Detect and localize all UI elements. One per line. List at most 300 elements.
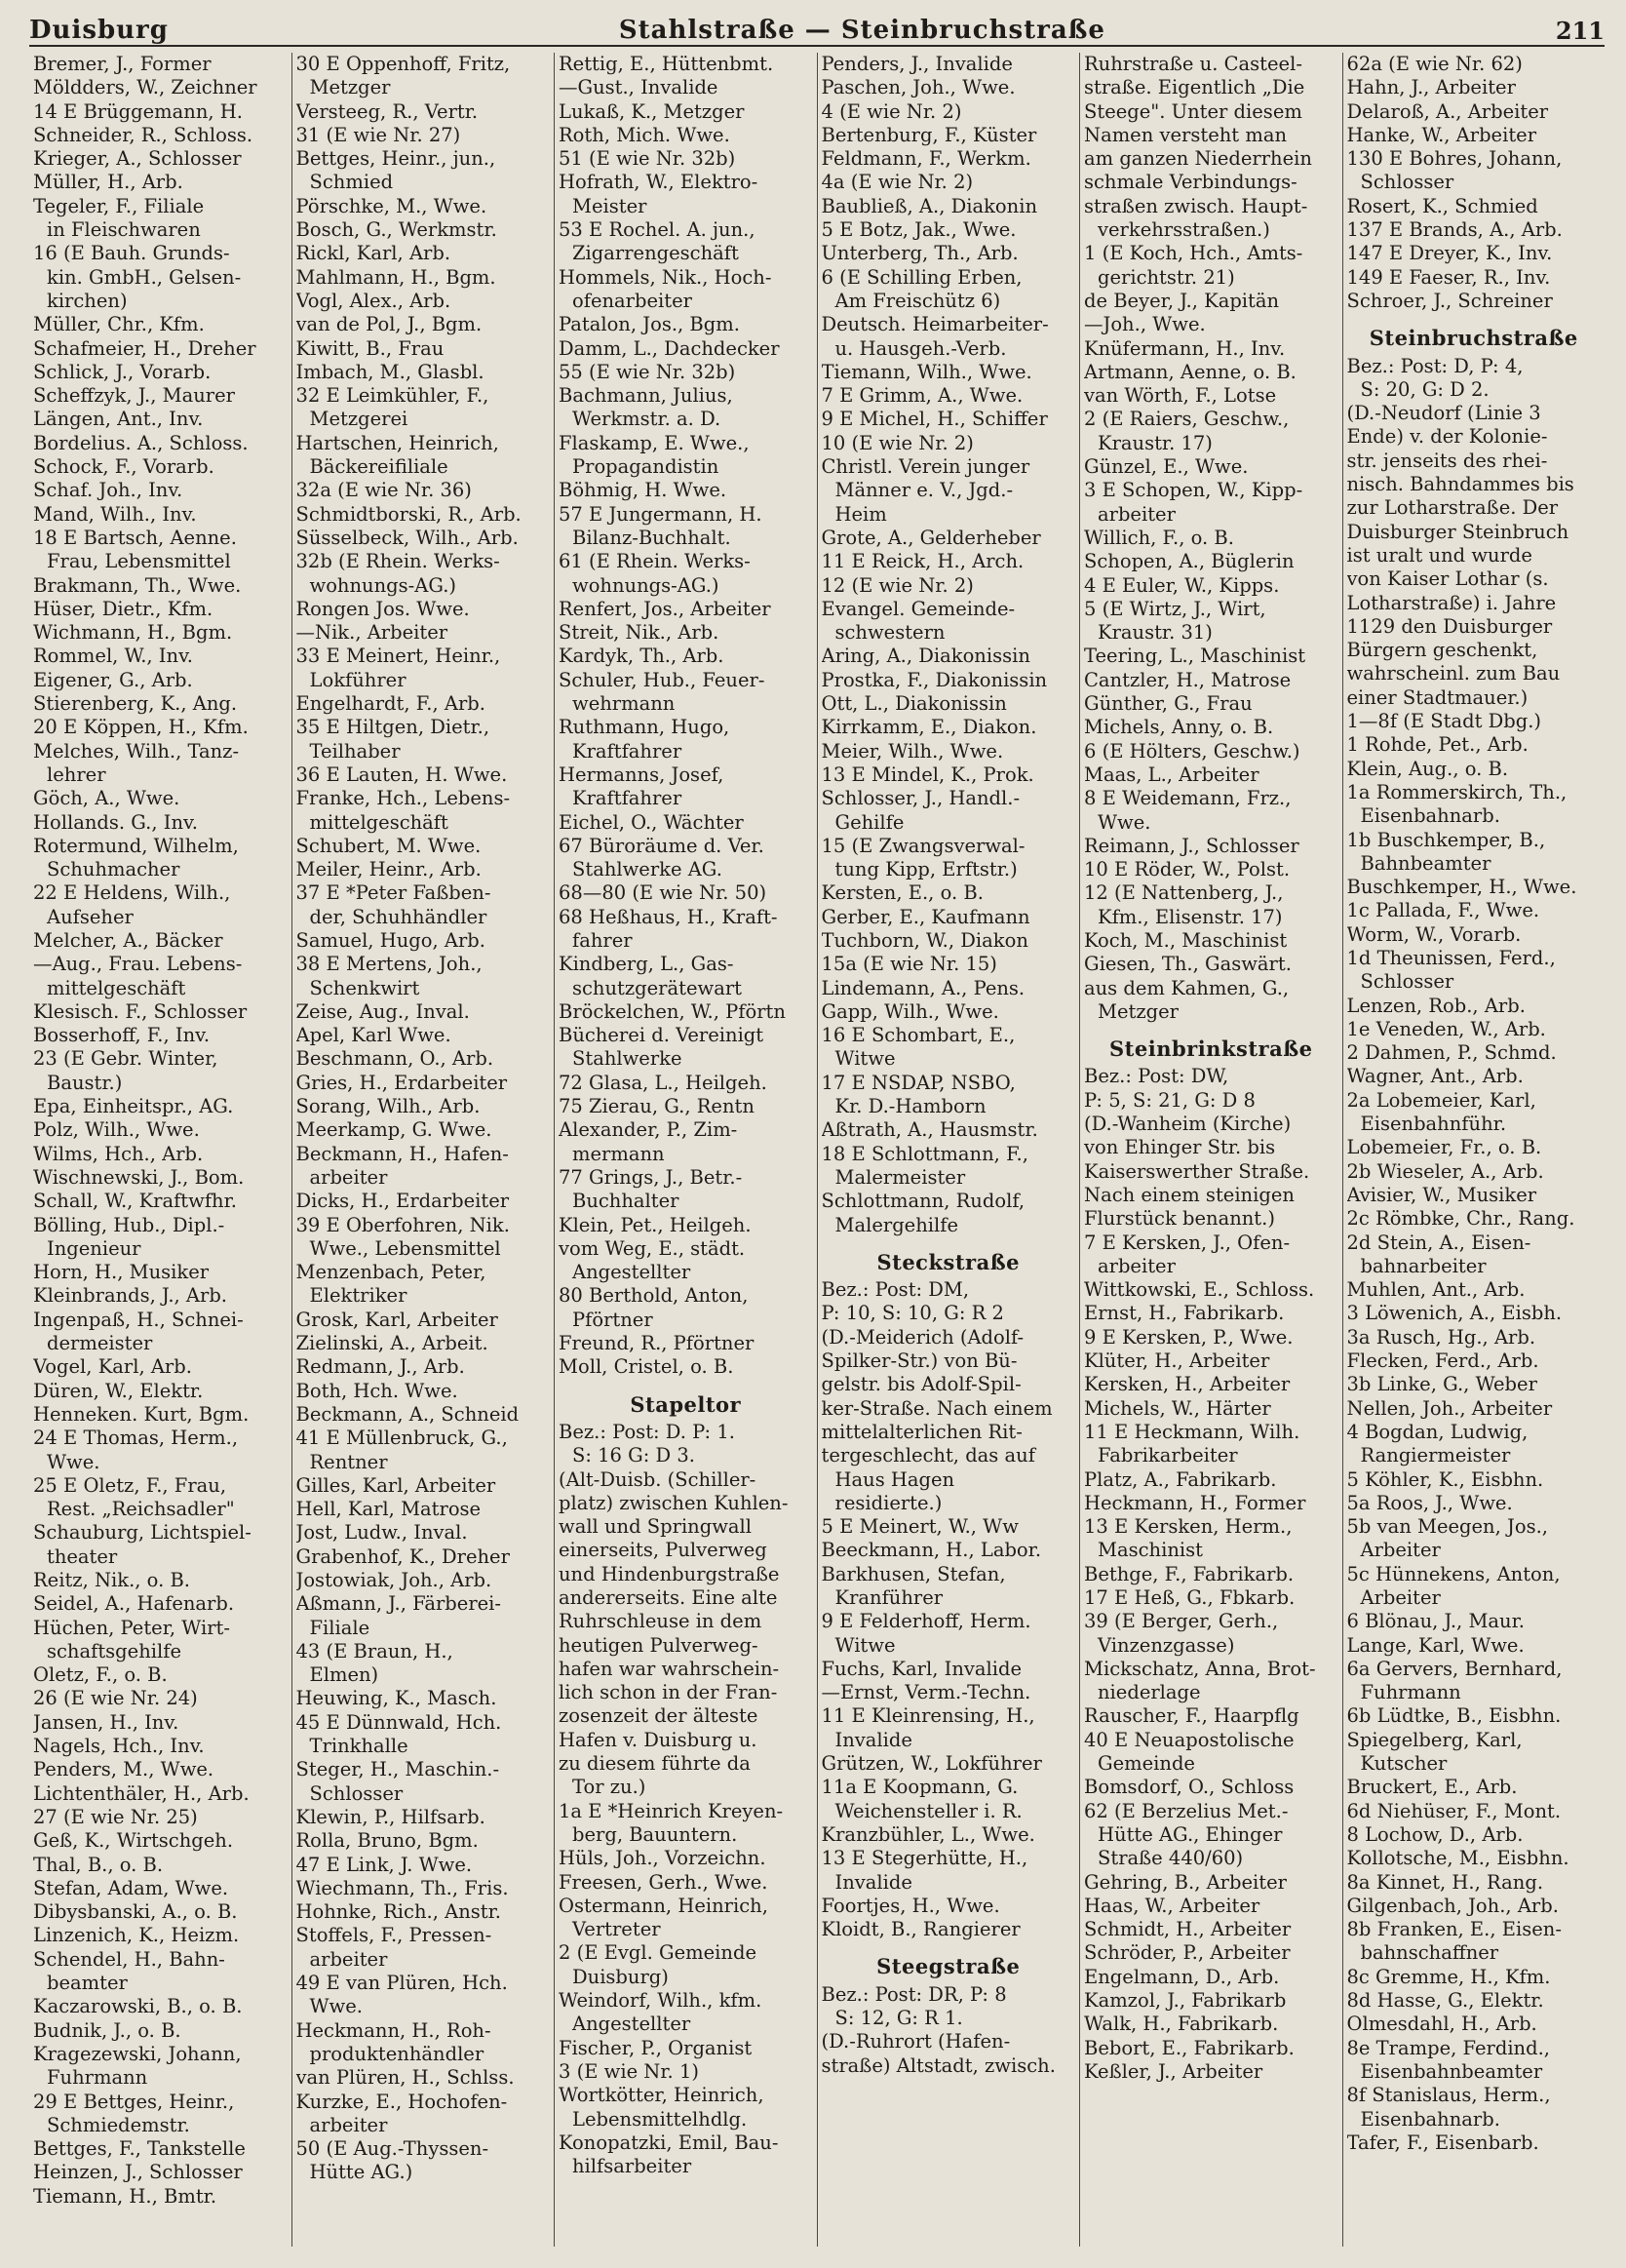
directory-entry: Schneider, R., Schloss. [33, 123, 253, 146]
directory-entry: niederlage [1098, 1681, 1201, 1704]
directory-entry: Namen versteht man [1084, 123, 1288, 146]
directory-entry: straßen zwisch. Haupt- [1084, 194, 1308, 217]
directory-entry: Bosserhoff, F., Inv. [33, 1024, 211, 1047]
directory-entry: zur Lotharstraße. Der [1346, 496, 1559, 520]
directory-entry: arbeiter [309, 1165, 388, 1189]
directory-entry: Ostermann, Heinrich, [559, 1894, 768, 1917]
directory-entry: 6 Blönau, J., Maur. [1346, 1610, 1525, 1633]
directory-entry: Rettig, E., Hüttenbmt. [559, 53, 774, 75]
directory-entry: 57 E Jungermann, H. [559, 502, 762, 526]
directory-entry: residierte.) [834, 1491, 943, 1514]
directory-entry: 8 E Weidemann, Frz., [1084, 787, 1292, 810]
directory-entry: Alexander, P., Zim- [559, 1118, 738, 1142]
directory-entry: Bordelius. A., Schloss. [33, 431, 249, 454]
directory-entry: verkehrsstraßen.) [1098, 218, 1270, 242]
directory-entry: berg, Bauuntern. [572, 1822, 738, 1846]
directory-entry: Haus Hagen [834, 1467, 955, 1491]
directory-entry: Steege". Unter diesem [1084, 99, 1302, 123]
directory-entry: Beckmann, H., Hafen- [295, 1142, 509, 1165]
directory-entry: schutzgerätewart [572, 976, 742, 999]
directory-entry: Melcher, A., Bäcker [33, 928, 223, 952]
directory-entry: aus dem Kahmen, G., [1084, 976, 1290, 999]
directory-entry: Unterberg, Th., Arb. [821, 242, 1019, 265]
directory-entry: Müller, H., Arb. [33, 171, 183, 194]
directory-entry: 26 (E wie Nr. 24) [33, 1687, 198, 1710]
directory-entry: Bröckelchen, W., Pförtn [559, 999, 786, 1023]
directory-entry: Kaiserswerther Straße. [1084, 1159, 1310, 1183]
directory-entry: 1129 den Duisburger [1346, 614, 1553, 638]
directory-entry: mittelgeschäft [309, 810, 448, 834]
directory-entry: Bez.: Post: D, P: 4, [1346, 354, 1524, 377]
directory-entry: Zigarrengeschäft [572, 242, 739, 265]
directory-entry: Stierenberg, K., Ang. [33, 692, 238, 716]
directory-entry: theater [47, 1545, 118, 1568]
directory-entry: Böhmig, H. Wwe. [559, 479, 727, 502]
directory-entry: Hartschen, Heinrich, [295, 431, 499, 454]
directory-entry: Bettges, F., Tankstelle [33, 2137, 246, 2161]
directory-entry: str. jenseits des rhei- [1346, 449, 1548, 472]
directory-entry: Teering, L., Maschinist [1084, 645, 1306, 668]
directory-entry: Hütte AG., Ehinger [1098, 1822, 1283, 1846]
directory-entry: Thal, B., o. B. [33, 1853, 164, 1876]
directory-entry: Dicks, H., Erdarbeiter [295, 1190, 510, 1213]
directory-entry: 62a (E wie Nr. 62) [1346, 53, 1523, 75]
directory-entry: Frau, Lebensmittel [47, 550, 231, 573]
directory-entry: Längen, Ant., Inv. [33, 408, 204, 431]
directory-entry: —Gust., Invalide [559, 76, 718, 99]
directory-entry: 11a E Koopmann, G. [821, 1776, 1019, 1799]
directory-entry: 50 (E Aug.-Thyssen- [295, 2137, 489, 2161]
directory-entry: Gehilfe [834, 810, 905, 834]
directory-entry: Kr. D.-Hamborn [834, 1095, 987, 1118]
directory-entry: Ingenieur [47, 1236, 141, 1260]
directory-entry: arbeiter [1098, 1254, 1176, 1277]
directory-entry: Hanke, W., Arbeiter [1346, 123, 1537, 146]
directory-entry: Hüls, Joh., Vorzeichn. [559, 1847, 766, 1870]
directory-entry: Schenkwirt [309, 976, 420, 999]
directory-entry: 13 E Kersken, Herm., [1084, 1515, 1293, 1539]
directory-entry: lehrer [47, 763, 106, 786]
directory-entry: Gerber, E., Kaufmann [821, 905, 1030, 928]
directory-entry: nisch. Bahndammes bis [1346, 473, 1574, 496]
directory-entry: Rosert, K., Schmied [1346, 194, 1538, 217]
directory-entry: 5 Köhler, K., Eisbhn. [1346, 1467, 1544, 1491]
directory-entry: Stahlwerke [572, 1047, 682, 1071]
directory-entry: 14 E Brüggemann, H. [33, 99, 243, 123]
directory-entry: Kraustr. 31) [1098, 621, 1213, 645]
directory-entry: Gilgenbach, Joh., Arb. [1346, 1894, 1559, 1917]
directory-entry: zosenzeit der älteste [559, 1704, 758, 1728]
directory-entry: Hermanns, Josef, [559, 763, 724, 786]
directory-entry: Witwe [834, 1047, 896, 1071]
directory-entry: produktenhändler [309, 2042, 484, 2065]
column-3 [555, 53, 818, 2247]
directory-entry: Menzenbach, Peter, [295, 1261, 486, 1284]
directory-entry: Wwe. [309, 1995, 363, 2018]
directory-entry: wohnungs-AG.) [572, 573, 719, 597]
directory-entry: tergeschlecht, das auf [821, 1444, 1035, 1467]
page-title: Stahlstraße — Steinbruchstraße [618, 16, 1105, 45]
directory-entry: Melches, Wilh., Tanz- [33, 739, 240, 763]
directory-entry: 18 E Schlottmann, F., [821, 1142, 1028, 1165]
directory-entry: Horn, H., Musiker [33, 1261, 210, 1284]
directory-entry: Müller, Chr., Kfm. [33, 313, 205, 336]
directory-entry: Flecken, Ferd., Arb. [1346, 1349, 1539, 1373]
directory-entry: 15a (E wie Nr. 15) [821, 953, 997, 976]
directory-entry: 12 (E wie Nr. 2) [821, 573, 974, 597]
directory-entry: Jostowiak, Joh., Arb. [295, 1569, 492, 1591]
directory-entry: 4 E Euler, W., Kipps. [1084, 573, 1280, 597]
directory-entry: Knüfermann, H., Inv. [1084, 336, 1286, 360]
directory-entry: mermann [572, 1142, 665, 1165]
directory-entry: 31 (E wie Nr. 27) [295, 123, 461, 146]
page-number: 211 [1555, 17, 1605, 45]
directory-entry: Arbeiter [1360, 1539, 1441, 1562]
directory-entry: Kollotsche, M., Eisbhn. [1346, 1847, 1569, 1870]
directory-entry: Schall, W., Kraftwfhr. [33, 1190, 237, 1213]
directory-entry: 3a Rusch, Hg., Arb. [1346, 1325, 1536, 1349]
directory-entry: Weichensteller i. R. [834, 1799, 1023, 1822]
directory-entry: Hahn, J., Arbeiter [1346, 76, 1516, 99]
directory-entry: Ruhrschleuse in dem [559, 1610, 762, 1633]
directory-entry: Franke, Hch., Lebens- [295, 787, 511, 810]
directory-entry: Arbeiter [1360, 1586, 1441, 1609]
directory-entry: Rolla, Bruno, Bgm. [295, 1829, 479, 1853]
directory-entry: Patalon, Jos., Bgm. [559, 313, 740, 336]
directory-entry: Prostka, F., Diakonissin [821, 668, 1048, 691]
directory-entry: 3 E Schopen, W., Kipp- [1084, 479, 1303, 502]
directory-entry: 20 E Köppen, H., Kfm. [33, 716, 249, 739]
directory-entry: Düren, W., Elektr. [33, 1379, 204, 1402]
directory-entry: Budnik, J., o. B. [33, 2018, 181, 2042]
directory-entry: 43 (E Braun, H., [295, 1639, 453, 1662]
directory-entry: Kraftfahrer [572, 787, 682, 810]
directory-entry: in Fleischwaren [47, 218, 201, 242]
directory-entry: 72 Glasa, L., Heilgeh. [559, 1071, 767, 1094]
directory-entry: Heckmann, H., Former [1084, 1491, 1306, 1514]
directory-entry: Rangiermeister [1360, 1444, 1511, 1467]
directory-entry: 40 E Neuapostolische [1084, 1728, 1295, 1751]
directory-entry: Barkhusen, Stefan, [821, 1562, 1006, 1585]
directory-entry: Eisenbahnarb. [1360, 2107, 1500, 2131]
directory-entry: Heuwing, K., Masch. [295, 1687, 497, 1710]
directory-entry: 49 E van Plüren, Hch. [295, 1972, 508, 1995]
directory-entry: platz) zwischen Kuhlen- [559, 1491, 789, 1514]
directory-entry: kin. GmbH., Gelsen- [47, 265, 242, 289]
directory-entry: 67 Büroräume d. Ver. [559, 834, 764, 857]
directory-entry: 4 Bogdan, Ludwig, [1346, 1420, 1529, 1443]
directory-entry: Aßmann, J., Färberei- [295, 1592, 502, 1616]
directory-entry: Wiechmann, Th., Fris. [295, 1876, 509, 1899]
directory-entry: Klewin, P., Hilfsarb. [295, 1805, 485, 1828]
directory-entry: Wwe., Lebensmittel [309, 1236, 501, 1260]
directory-entry: Cantzler, H., Matrose [1084, 668, 1292, 691]
directory-entry: Angestellter [572, 2013, 691, 2036]
directory-entry: Göch, A., Wwe. [33, 787, 180, 810]
directory-entry: P: 5, S: 21, G: D 8 [1084, 1088, 1256, 1112]
directory-entry: Bez.: Post: DW, [1084, 1065, 1229, 1088]
directory-entry: Heinzen, J., Schlosser [33, 2161, 243, 2184]
directory-entry: Scheffzyk, J., Maurer [33, 384, 235, 408]
directory-entry: 6 (E Hölters, Geschw.) [1084, 739, 1300, 763]
directory-entry: Metzger [309, 76, 391, 99]
directory-entry: Kamzol, J., Fabrikarb [1084, 1989, 1287, 2013]
directory-entry: Nach einem steinigen [1084, 1183, 1295, 1206]
directory-entry: Beckmann, A., Schneid [295, 1402, 520, 1426]
directory-entry: schmale Verbindungs- [1084, 171, 1297, 194]
directory-entry: 27 (E wie Nr. 25) [33, 1805, 198, 1828]
directory-entry: Kersken, H., Arbeiter [1084, 1373, 1291, 1396]
directory-entry: Epa, Einheitspr., AG. [33, 1095, 234, 1118]
directory-entry: 8f Stanislaus, Herm., [1346, 2084, 1551, 2107]
directory-entry: Vertreter [572, 1918, 661, 1941]
directory-entry: Steger, H., Maschin.- [295, 1758, 500, 1781]
directory-entry: Polz, Wilh., Wwe. [33, 1118, 200, 1142]
directory-entry: 149 E Faeser, R., Inv. [1346, 265, 1551, 289]
directory-entry: Both, Hch. Wwe. [295, 1379, 458, 1402]
directory-entry: 130 E Bohres, Johann, [1346, 147, 1563, 171]
directory-entry: 5 (E Wirtz, J., Wirt, [1084, 597, 1266, 620]
directory-entry: andererseits. Eine alte [559, 1586, 778, 1609]
directory-entry: —Ernst, Verm.-Techn. [821, 1681, 1031, 1704]
directory-entry: schwestern [834, 621, 946, 645]
directory-entry: 39 E Oberfohren, Nik. [295, 1213, 510, 1236]
directory-entry: (D.-Wanheim (Kirche) [1084, 1113, 1292, 1136]
directory-entry: Meier, Wilh., Wwe. [821, 739, 1004, 763]
directory-entry: Ernst, H., Fabrikarb. [1084, 1302, 1285, 1325]
directory-entry: 68 Heßhaus, H., Kraft- [559, 905, 778, 928]
directory-entry: Hofrath, W., Elektro- [559, 171, 758, 194]
directory-entry: Am Freischütz 6) [834, 289, 1001, 312]
directory-entry: 3b Linke, G., Weber [1346, 1373, 1537, 1396]
directory-entry: Möldders, W., Zeichner [33, 76, 257, 99]
directory-entry: Wischnewski, J., Bom. [33, 1165, 245, 1189]
directory-entry: Walk, H., Fabrikarb. [1084, 2013, 1279, 2036]
directory-entry: Vinzenzgasse) [1098, 1633, 1235, 1657]
directory-entry: Schock, F., Vorarb. [33, 455, 214, 479]
directory-entry: Schendel, H., Bahn- [33, 1947, 225, 1971]
directory-entry: de Beyer, J., Kapitän [1084, 289, 1280, 312]
directory-entry: Renfert, Jos., Arbeiter [559, 597, 771, 620]
directory-entry: van Plüren, H., Schlss. [295, 2066, 515, 2090]
directory-entry: Bilanz-Buchhalt. [572, 526, 731, 549]
directory-entry: Schauburg, Lichtspiel- [33, 1521, 252, 1545]
directory-entry: 5c Hünnekens, Anton, [1346, 1562, 1561, 1585]
directory-entry: Platz, A., Fabrikarb. [1084, 1467, 1277, 1491]
directory-entry: Schlottmann, Rudolf, [821, 1190, 1026, 1213]
directory-entry: wehrmann [572, 692, 676, 716]
directory-entry: 8d Hasse, G., Elektr. [1346, 1989, 1544, 2013]
directory-entry: 32a (E wie Nr. 36) [295, 479, 472, 502]
directory-entry: Malergehilfe [834, 1213, 959, 1236]
directory-entry: 1—8f (E Stadt Dbg.) [1346, 710, 1542, 733]
directory-entry: Bölling, Hub., Dipl.- [33, 1213, 225, 1236]
directory-entry: wall und Springwall [559, 1515, 753, 1539]
directory-entry: 9 E Kersken, P., Wwe. [1084, 1325, 1294, 1349]
directory-entry: am ganzen Niederrhein [1084, 147, 1312, 171]
directory-entry: Buschkemper, H., Wwe. [1346, 876, 1577, 899]
directory-entry: Maschinist [1098, 1539, 1203, 1562]
directory-entry: Deutsch. Heimarbeiter- [821, 313, 1049, 336]
directory-entry: mittelgeschäft [47, 976, 186, 999]
directory-entry: Willich, F., o. B. [1084, 526, 1234, 549]
directory-entry: Hommels, Nik., Hoch- [559, 265, 772, 289]
directory-entry: Jansen, H., Inv. [33, 1710, 179, 1734]
directory-entry: Michels, W., Härter [1084, 1396, 1271, 1420]
directory-entry: hafen war wahrschein- [559, 1657, 780, 1680]
directory-entry: arbeiter [309, 2113, 388, 2136]
directory-entry: —Nik., Arbeiter [295, 621, 448, 645]
directory-entry: Tiemann, H., Bmtr. [33, 2184, 217, 2208]
directory-entry: 12 (E Nattenberg, J., [1084, 881, 1284, 905]
directory-entry: Muhlen, Ant., Arb. [1346, 1278, 1526, 1302]
directory-entry: Tiemann, Wilh., Wwe. [821, 360, 1032, 383]
directory-entry: Eisenbahnführ. [1360, 1113, 1507, 1136]
directory-entry: Streit, Nik., Arb. [559, 621, 719, 645]
directory-entry: Ingenpaß, H., Schnei- [33, 1308, 244, 1331]
directory-entry: 5b van Meegen, Jos., [1346, 1515, 1548, 1539]
directory-entry: Gries, H., Erdarbeiter [295, 1071, 508, 1094]
directory-entry: 80 Berthold, Anton, [559, 1284, 749, 1308]
directory-entry: Oletz, F., o. B. [33, 1663, 168, 1687]
directory-entry: Meister [572, 194, 647, 217]
directory-entry: Schlosser [1360, 171, 1454, 194]
directory-entry: Schmiedemstr. [47, 2113, 190, 2136]
column-5 [1080, 53, 1343, 2247]
directory-entry: Wortkötter, Heinrich, [559, 2084, 764, 2107]
directory-entry: Sorang, Wilh., Arb. [295, 1095, 481, 1118]
directory-entry: Linzenich, K., Heizm. [33, 1924, 240, 1947]
directory-entry: Ende) v. der Kolonie- [1346, 425, 1548, 449]
directory-entry: 8b Franken, E., Eisen- [1346, 1918, 1562, 1941]
directory-entry: Evangel. Gemeinde- [821, 597, 1016, 620]
directory-entry: Weindorf, Wilh., kfm. [559, 1989, 762, 2013]
directory-entry: Bebort, E., Fabrikarb. [1084, 2036, 1295, 2059]
directory-entry: Duisburger Steinbruch [1346, 520, 1569, 543]
directory-entry: Hollands. G., Inv. [33, 810, 198, 834]
directory-entry: Eisenbahnarb. [1360, 804, 1500, 828]
directory-entry: Engelmann, D., Arb. [1084, 1965, 1280, 1988]
directory-entry: Samuel, Hugo, Arb. [295, 928, 485, 952]
directory-entry: Ruthmann, Hugo, [559, 716, 730, 739]
directory-entry: Bahnbeamter [1360, 851, 1491, 875]
directory-entry: straße) Altstadt, zwisch. [821, 2053, 1056, 2077]
directory-entry: Bücherei d. Vereinigt [559, 1024, 764, 1047]
directory-entry: Invalide [834, 1728, 912, 1751]
directory-entry: Spilker-Str.) von Bü- [821, 1349, 1018, 1373]
directory-entry: Lokführer [309, 668, 406, 691]
directory-entry: Schlosser [1360, 970, 1454, 994]
directory-entry: Tafer, F., Eisenbarb. [1346, 2131, 1539, 2154]
directory-entry: fahrer [572, 928, 633, 952]
directory-entry: 8c Gremme, H., Kfm. [1346, 1965, 1551, 1988]
directory-entry: 9 E Michel, H., Schiffer [821, 408, 1048, 431]
directory-entry: tung Kipp, Erftstr.) [834, 858, 1018, 881]
directory-entry: 75 Zierau, G., Rentn [559, 1095, 755, 1118]
directory-entry: Bez.: Post: D. P: 1. [559, 1420, 735, 1443]
directory-entry: Schmidt, H., Arbeiter [1084, 1918, 1292, 1941]
directory-entry: Flaskamp, E. Wwe., [559, 431, 750, 454]
directory-entry: 2 (E Raiers, Geschw., [1084, 408, 1290, 431]
directory-entry: S: 16 G: D 3. [572, 1444, 695, 1467]
directory-entry: 36 E Lauten, H. Wwe. [295, 763, 508, 786]
directory-entry: 15 (E Zwangsverwal- [821, 834, 1026, 857]
directory-entry: 4a (E wie Nr. 2) [821, 171, 974, 194]
directory-entry: Lobemeier, Fr., o. B. [1346, 1136, 1542, 1159]
directory-entry: 6a Gervers, Bernhard, [1346, 1657, 1563, 1680]
directory-entry: 23 (E Gebr. Winter, [33, 1047, 218, 1071]
directory-entry: Grabenhof, K., Dreher [295, 1545, 510, 1568]
directory-entry: Fabrikarbeiter [1098, 1444, 1238, 1467]
directory-entry: 10 (E wie Nr. 2) [821, 431, 974, 454]
directory-entry: Aßtrath, A., Hausmstr. [821, 1118, 1038, 1142]
directory-entry: Lichtenthäler, H., Arb. [33, 1781, 250, 1805]
directory-entry: Keßler, J., Arbeiter [1084, 2059, 1263, 2083]
directory-entry: Klüter, H., Arbeiter [1084, 1349, 1270, 1373]
directory-entry: 77 Grings, J., Betr.- [559, 1165, 743, 1189]
directory-entry: wohnungs-AG.) [309, 573, 457, 597]
directory-entry: 3 (E wie Nr. 1) [559, 2059, 699, 2083]
directory-entry: Bettges, Heinr., jun., [295, 147, 496, 171]
directory-entry: Ruhrstraße u. Casteel- [1084, 53, 1302, 75]
directory-entry: Damm, L., Dachdecker [559, 336, 780, 360]
directory-entry: und Hindenburgstraße [559, 1562, 780, 1585]
directory-entry: Bethge, F., Fabrikarb. [1084, 1562, 1295, 1585]
directory-entry: Vogl, Alex., Arb. [295, 289, 451, 312]
directory-entry: Gapp, Wilh., Wwe. [821, 999, 999, 1023]
directory-entry: Schafmeier, H., Dreher [33, 336, 256, 360]
directory-entry: Olmesdahl, H., Arb. [1346, 2013, 1537, 2036]
directory-entry: 61 (E Rhein. Werks- [559, 550, 751, 573]
directory-entry: Süsselbeck, Wilh., Arb. [295, 526, 519, 549]
directory-entry: Henneken. Kurt, Bgm. [33, 1402, 250, 1426]
directory-entry: Meiler, Heinr., Arb. [295, 858, 482, 881]
directory-entry: Gilles, Karl, Arbeiter [295, 1473, 496, 1497]
directory-entry: Lange, Karl, Wwe. [1346, 1633, 1525, 1657]
directory-entry: Grützen, W., Lokführer [821, 1752, 1042, 1776]
directory-entry: 16 E Schombart, E., [821, 1024, 1016, 1047]
directory-entry: Grosk, Karl, Arbeiter [295, 1308, 498, 1331]
directory-entry: Kleinbrands, J., Arb. [33, 1284, 227, 1308]
directory-entry: Tuchborn, W., Diakon [821, 928, 1028, 952]
directory-entry: 5 E Meinert, W., Ww [821, 1515, 1019, 1539]
directory-entry: 2a Lobemeier, Karl, [1346, 1088, 1536, 1112]
directory-entry: Bosch, G., Werkmstr. [295, 218, 497, 242]
street-heading: Stapeltor [630, 1391, 742, 1417]
directory-entry: Schmidtborski, R., Arb. [295, 502, 522, 526]
directory-entry: 8 Lochow, D., Arb. [1346, 1822, 1524, 1846]
directory-entry: Duisburg) [572, 1965, 669, 1988]
directory-entry: heutigen Pulverweg- [559, 1633, 758, 1657]
directory-entry: Versteeg, R., Vertr. [295, 99, 479, 123]
directory-entry: Buchhalter [572, 1190, 679, 1213]
directory-entry: Paschen, Joh., Wwe. [821, 76, 1016, 99]
directory-entry: einerseits, Pulverweg [559, 1539, 767, 1562]
directory-entry: Worm, W., Vorarb. [1346, 922, 1522, 946]
directory-entry: Wittkowski, E., Schloss. [1084, 1278, 1315, 1302]
directory-entry: Wwe. [1098, 810, 1151, 834]
directory-entry: —Joh., Wwe. [1084, 313, 1206, 336]
directory-entry: Lotharstraße) i. Jahre [1346, 591, 1557, 614]
directory-entry: Engelhardt, F., Arb. [295, 692, 485, 716]
directory-entry: Redmann, J., Arb. [295, 1355, 465, 1379]
directory-entry: Rotermund, Wilhelm, [33, 834, 239, 857]
directory-entry: Zielinski, A., Arbeit. [295, 1332, 488, 1355]
directory-entry: Baustr.) [47, 1071, 123, 1094]
directory-entry: Kraftfahrer [572, 739, 682, 763]
columns-container [29, 53, 1605, 2247]
directory-entry: Stahlwerke AG. [572, 858, 722, 881]
